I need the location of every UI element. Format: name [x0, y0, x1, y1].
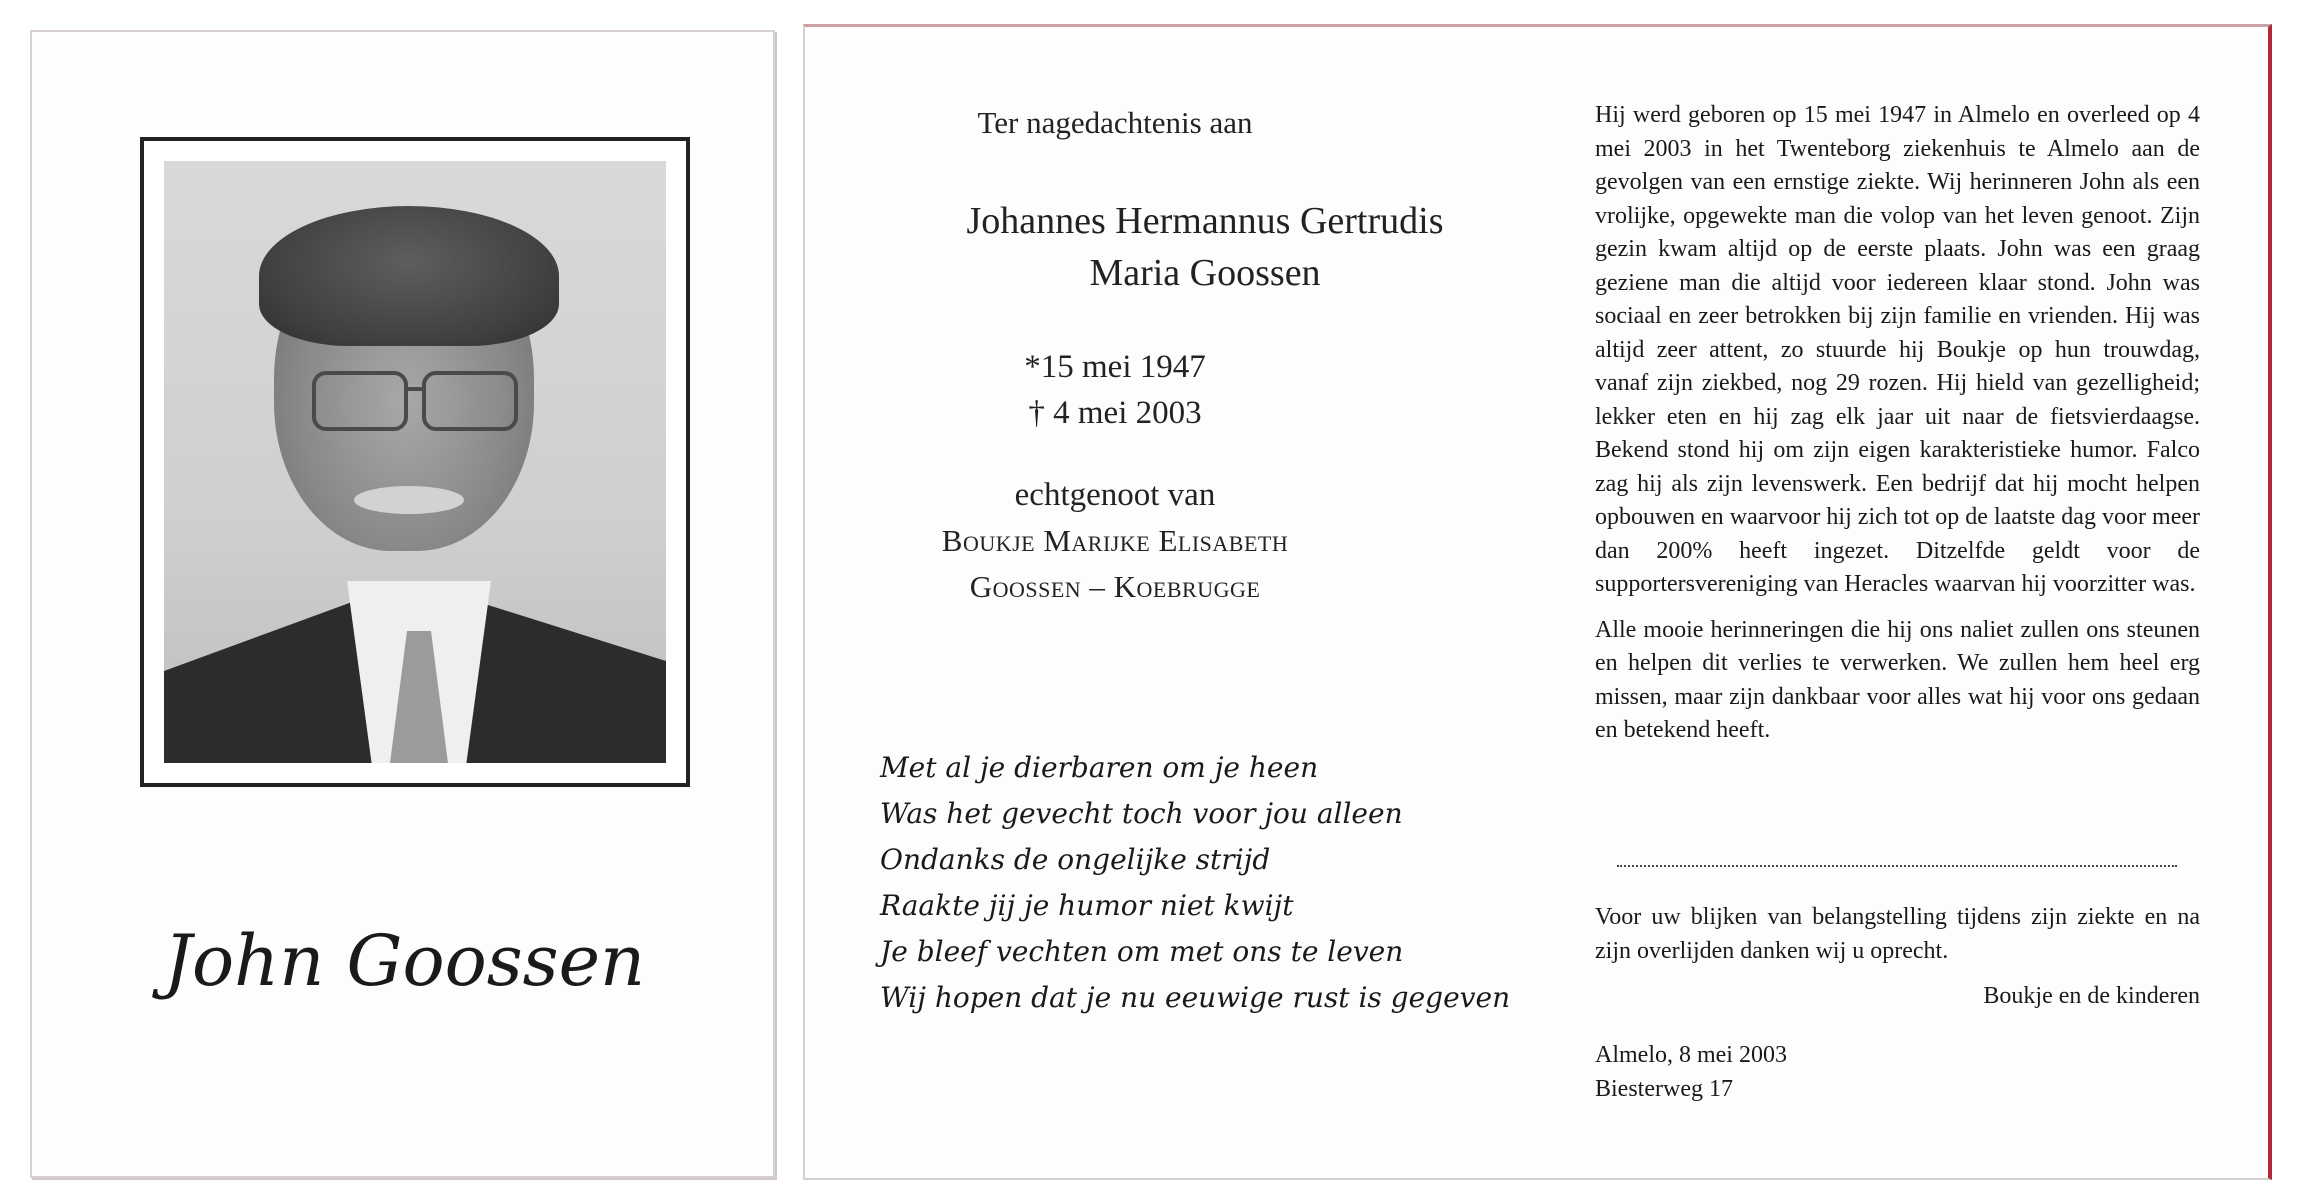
poem-line: Ondanks de ongelijke strijd [880, 843, 1271, 876]
dotted-separator [1617, 865, 2177, 867]
biography-paragraph-2: Alle mooie herinneringen die hij ons naliet zullen ons steunen en helpen dit verlies te verwerken. We zullen hem heel erg missen, maar zijn dankbaar voor alles wat hij voor ons gedaan en betekend heeft. [1595, 616, 2200, 743]
portrait-photo [164, 161, 666, 763]
address: Biesterweg 17 [1595, 1075, 1733, 1102]
biography [1595, 99, 2200, 760]
full-name [885, 195, 1525, 299]
poem-line: Wij hopen dat je nu eeuwige rust is gegeven [880, 981, 1511, 1014]
photo-hair [259, 206, 559, 346]
poem-line: Was het gevecht toch voor jou alleen [880, 797, 1403, 830]
photo-glasses-left [312, 371, 408, 431]
full-name-line-1: Johannes Hermannus Gertrudis [966, 200, 1444, 242]
poem-line: Je bleef vechten om met ons te leven [880, 935, 1404, 968]
thanks-text: Voor uw blijken van belangstelling tijdens zijn ziekte en na zijn overlijden danken wij u oprecht. [1595, 904, 2200, 964]
spouse-intro: echtgenoot van [1014, 477, 1216, 513]
full-name-line-2: Maria Goossen [1089, 252, 1321, 294]
card-inside [803, 24, 2272, 1180]
death-date: † 4 mei 2003 [1028, 395, 1202, 431]
photo-glasses-right [422, 371, 518, 431]
biography-paragraph-1: Hij werd geboren op 15 mei 1947 in Almelo en overleed op 4 mei 2003 in het Twenteborg ziekenhuis te Almelo aan de gevolgen van een ernstige ziekte. Wij herinneren John als een vrolijke, opgewekte man die volop van het leven genoot. Zijn gezin kwam altijd op de eerste plaats. John was een graag geziene man die altijd voor iedereen klaar stond. John was sociaal en zeer betrokken bij zijn familie en vrienden. Hij was altijd zeer attent, zo stuurde hij Boukje op hun trouwdag, vanaf zijn ziekbed, nog 29 rozen. Hij hield van gezelligheid; lekker eten en hij zag elk jaar uit naar de fietsvierdaagse. Bekend stond hij om zijn eigen karakteristieke humor. Falco zag hij als zijn levenswerk. Een bedrijf dat hij mocht helpen opbouwen en waarvoor hij zich tot op de laatste dag voor meer dan 200% heeft ingezet. Ditzelfde geldt voor de supportersvereniging van Heracles waarvan hij voorzitter was. [1595, 102, 2200, 597]
spouse-name-line-1: Boukje Marijke Elisabeth [941, 523, 1289, 558]
place-date: Almelo, 8 mei 2003 [1595, 1042, 1787, 1068]
card-front [30, 30, 775, 1178]
signed-by: Boukje en de kinderen [1983, 983, 2200, 1009]
birth-date: *15 mei 1947 [1024, 349, 1206, 385]
photo-glasses-bridge [404, 387, 426, 391]
poem [880, 745, 1510, 1021]
photo-mustache [354, 486, 464, 514]
poem-line: Raakte jij je humor niet kwijt [880, 889, 1294, 922]
spouse-name-line-2: Goossen – Koebrugge [969, 569, 1261, 604]
spouse-block [885, 472, 1345, 610]
portrait-photo-frame [140, 137, 690, 787]
poem-line: Met al je dierbaren om je heen [880, 751, 1319, 784]
place-and-address [1595, 1039, 1787, 1106]
life-dates [885, 344, 1345, 436]
memorial-intro: Ter nagedachtenis aan [977, 105, 1253, 140]
deceased-name-signature: John Goossen [163, 920, 646, 1002]
